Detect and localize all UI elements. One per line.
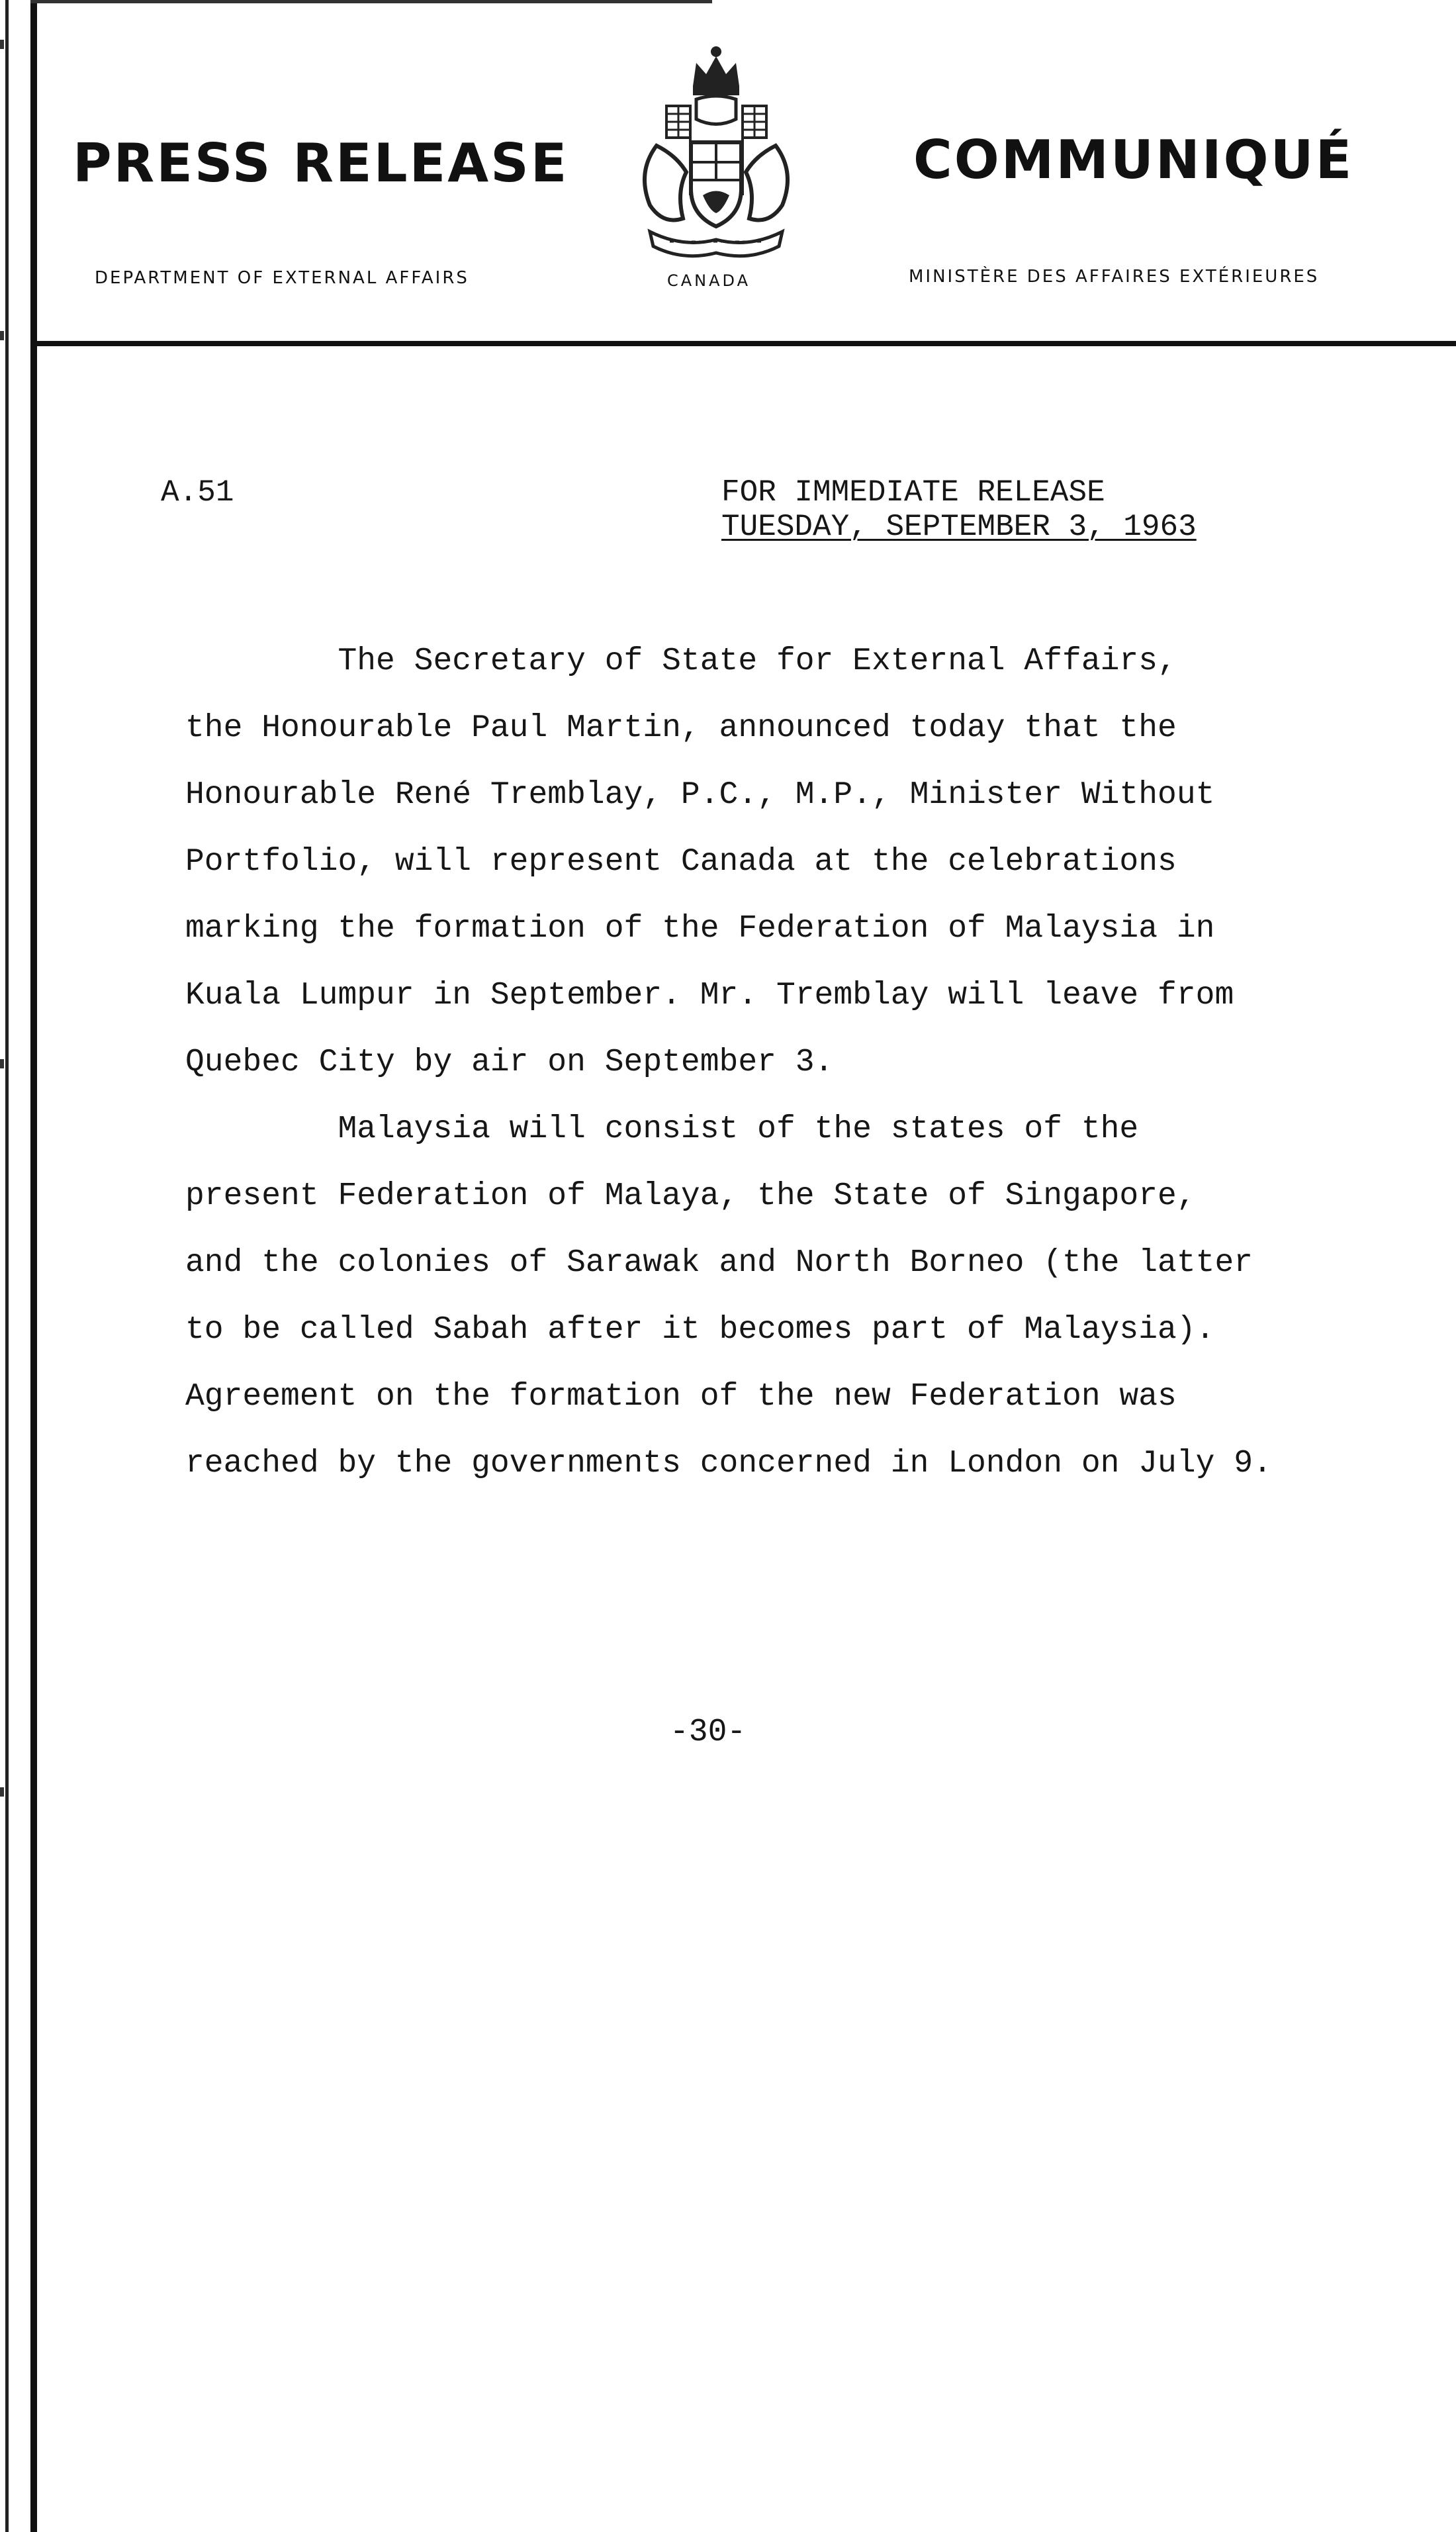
page-edge-left-outer	[5, 0, 9, 2532]
coat-of-arms-icon	[630, 33, 802, 265]
communique-title: COMMUNIQUÉ	[913, 129, 1354, 191]
body-line: present Federation of Malaya, the State of Singapore,	[185, 1178, 1196, 1214]
department-en: DEPARTMENT OF EXTERNAL AFFAIRS	[95, 268, 469, 288]
edge-tick	[0, 1059, 4, 1068]
body-line: marking the formation of the Federation of Malaysia in	[185, 911, 1215, 947]
end-mark: -30-	[670, 1714, 747, 1750]
body-line: Honourable René Tremblay, P.C., M.P., Minister Without	[185, 777, 1215, 813]
press-release-title: PRESS RELEASE	[73, 132, 569, 194]
page-edge-top	[30, 0, 712, 3]
body-line: Quebec City by air on September 3.	[185, 1045, 834, 1080]
body-line: The Secretary of State for External Affairs,	[185, 643, 1177, 679]
edge-tick	[0, 40, 4, 49]
body-line: Agreement on the formation of the new Federation was	[185, 1379, 1177, 1415]
edge-tick	[0, 331, 4, 340]
department-fr: MINISTÈRE DES AFFAIRES EXTÉRIEURES	[909, 267, 1320, 287]
body-line: the Honourable Paul Martin, announced today that the	[185, 710, 1177, 746]
release-number: A.51	[161, 475, 234, 510]
release-date: TUESDAY, SEPTEMBER 3, 1963	[721, 510, 1197, 544]
body-line: Portfolio, will represent Canada at the celebrations	[185, 844, 1177, 880]
page-edge-left-inner	[30, 0, 37, 2532]
body-line: and the colonies of Sarawak and North Borneo (the latter	[185, 1245, 1253, 1281]
release-instruction: FOR IMMEDIATE RELEASE	[721, 475, 1105, 510]
body-line: Kuala Lumpur in September. Mr. Tremblay will leave from	[185, 978, 1234, 1013]
header-divider	[30, 341, 1456, 346]
country-label: CANADA	[667, 271, 751, 290]
body-line: Malaysia will consist of the states of the	[185, 1111, 1139, 1147]
edge-tick	[0, 1787, 4, 1797]
body-line: to be called Sabah after it becomes part of Malaysia).	[185, 1312, 1215, 1348]
body-line: reached by the governments concerned in London on July 9.	[185, 1446, 1272, 1481]
